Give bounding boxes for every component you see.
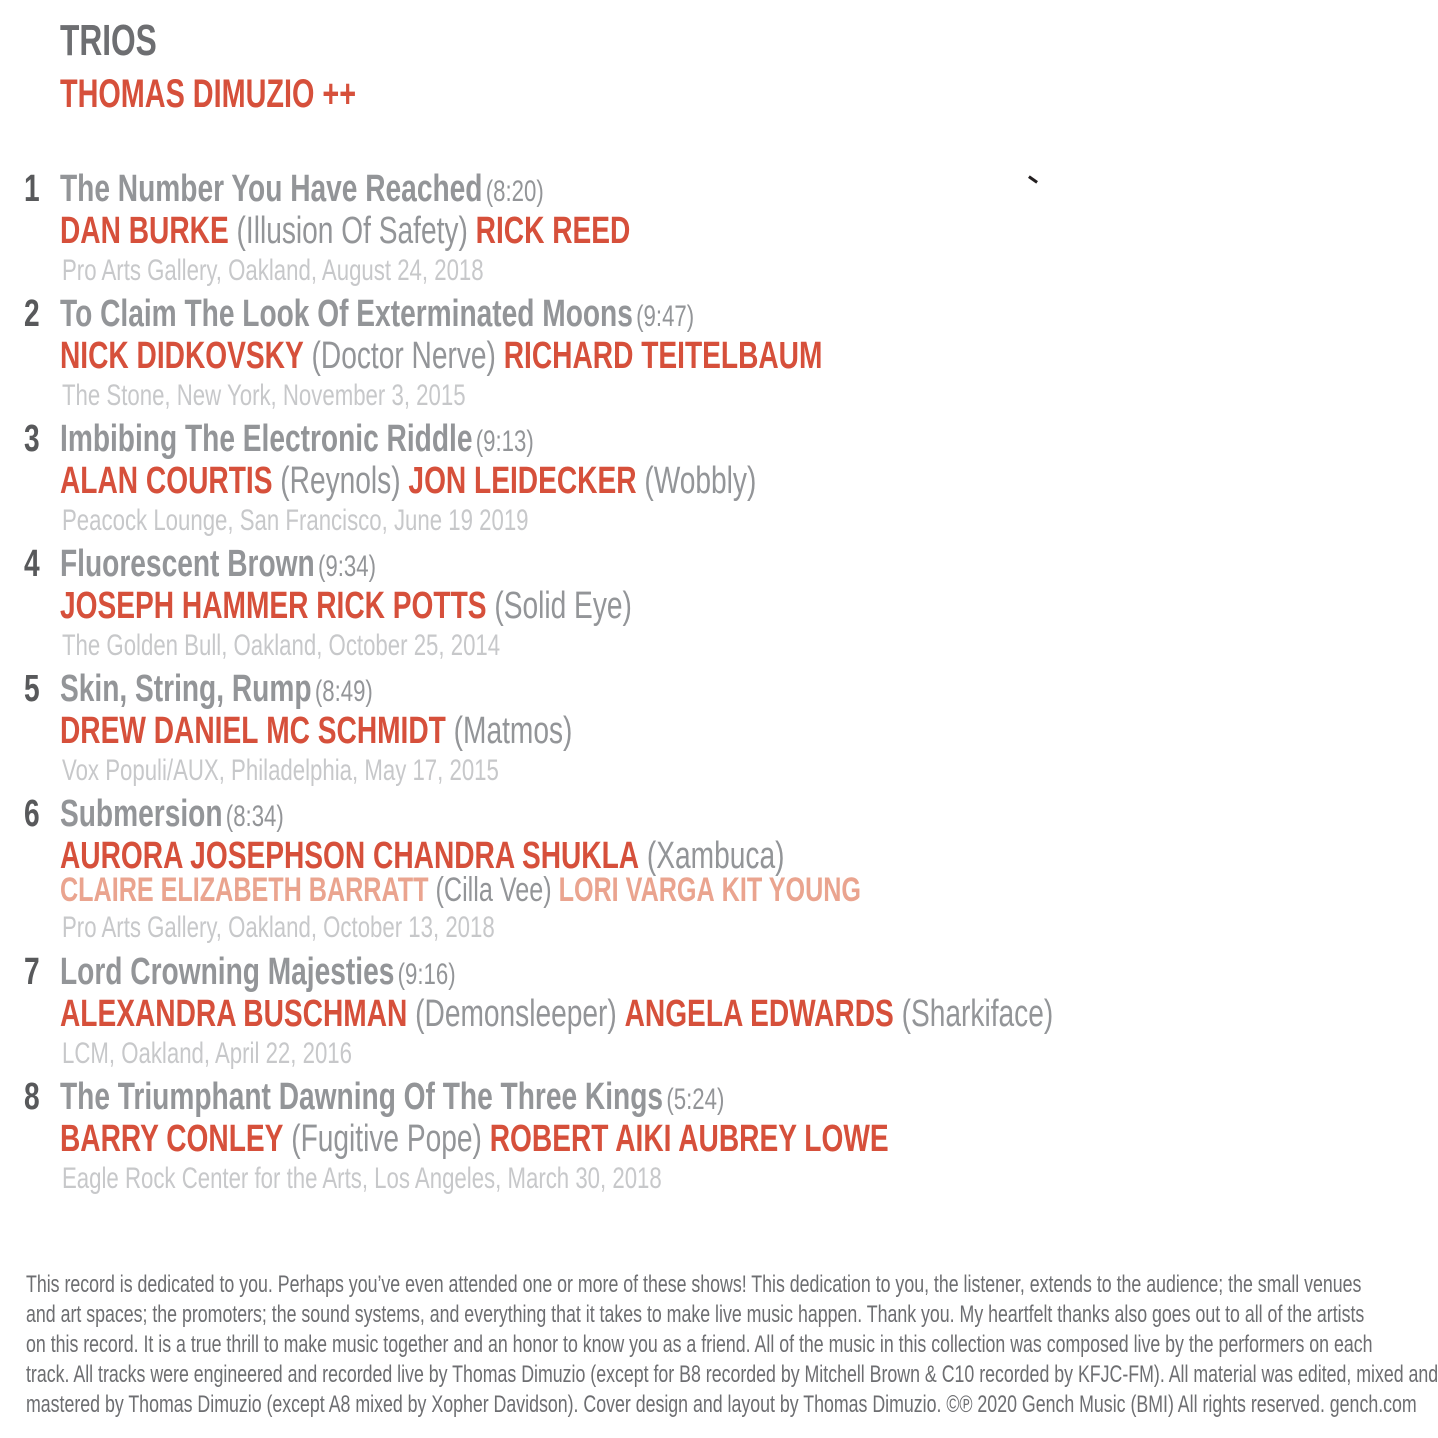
track-number: 1 bbox=[24, 168, 40, 210]
performers-line bbox=[60, 585, 632, 628]
track-duration: (9:16) bbox=[397, 958, 456, 991]
track-venue: The Stone, New York, November 3, 2015 bbox=[62, 379, 466, 412]
album-artist: THOMAS DIMUZIO ++ bbox=[60, 72, 357, 116]
track-title: The Triumphant Dawning Of The Three Kings bbox=[60, 1076, 664, 1118]
track-title-line bbox=[60, 793, 284, 836]
track-title: Imbibing The Electronic Riddle bbox=[60, 418, 473, 460]
track-title-line bbox=[60, 418, 534, 461]
track-duration: (9:13) bbox=[475, 425, 534, 458]
performer-name: LORI VARGA bbox=[558, 871, 715, 909]
performer-band: (Fugitive Pope) bbox=[291, 1118, 482, 1160]
performer-name: NICK DIDKOVSKY bbox=[60, 335, 304, 377]
performer-band: (Demonsleeper) bbox=[415, 993, 617, 1035]
track-duration: (8:20) bbox=[485, 175, 544, 208]
performers-line bbox=[60, 1118, 889, 1161]
performer-name: ALEXANDRA BUSCHMAN bbox=[60, 993, 408, 1035]
performers-line bbox=[60, 710, 572, 753]
performer-band: (Matmos) bbox=[453, 710, 573, 752]
performer-name: DAN BURKE bbox=[60, 210, 229, 252]
performer-band: (Wobbly) bbox=[644, 460, 757, 502]
track-venue: Pro Arts Gallery, Oakland, August 24, 2018 bbox=[62, 254, 484, 287]
track-title: The Number You Have Reached bbox=[60, 168, 483, 210]
extra-performers-line bbox=[60, 871, 861, 910]
album-title: TRIOS bbox=[60, 16, 157, 65]
track-title: Fluorescent Brown bbox=[60, 543, 315, 585]
performers-line bbox=[60, 335, 822, 378]
track-title-line bbox=[60, 543, 376, 586]
performer-name: MC SCHMIDT bbox=[266, 710, 446, 752]
track-title: Lord Crowning Majesties bbox=[60, 951, 395, 993]
track-venue: LCM, Oakland, April 22, 2016 bbox=[62, 1037, 352, 1070]
track-duration: (8:34) bbox=[225, 800, 284, 833]
performer-band: (Sharkiface) bbox=[901, 993, 1054, 1035]
performer-name: CHANDRA SHUKLA bbox=[373, 835, 640, 877]
track-venue: Pro Arts Gallery, Oakland, October 13, 2018 bbox=[62, 911, 495, 944]
track-title: Submersion bbox=[60, 793, 223, 835]
track-title: To Claim The Look Of Exterminated Moons bbox=[60, 293, 633, 335]
performers-line bbox=[60, 210, 630, 253]
performer-name: RICHARD TEITELBAUM bbox=[503, 335, 823, 377]
performer-name: JOSEPH HAMMER bbox=[60, 585, 309, 627]
track-venue: Peacock Lounge, San Francisco, June 19 2019 bbox=[62, 504, 529, 537]
track-number: 7 bbox=[24, 951, 40, 993]
track-duration: (9:47) bbox=[636, 300, 695, 333]
track-title-line bbox=[60, 951, 456, 994]
performer-name: DREW DANIEL bbox=[60, 710, 259, 752]
dedication-line: on this record. It is a true thrill to make music together and an honor to know you as a friend. All of the music in this collection was composed live by the performers on each bbox=[26, 1331, 1373, 1358]
performer-name: JON LEIDECKER bbox=[408, 460, 637, 502]
track-title: Skin, String, Rump bbox=[60, 668, 312, 710]
dedication-line: track. All tracks were engineered and recorded live by Thomas Dimuzio (except for B8 recorded by Mitchell Brown & C10 recorded by KFJC-FM). All material was edited, mixed and bbox=[26, 1361, 1438, 1388]
track-title-line bbox=[60, 168, 544, 211]
performer-band: (Reynols) bbox=[280, 460, 401, 502]
track-number: 3 bbox=[24, 418, 40, 460]
track-title-line bbox=[60, 1076, 724, 1119]
track-venue: Vox Populi/AUX, Philadelphia, May 17, 2015 bbox=[62, 754, 499, 787]
track-number: 8 bbox=[24, 1076, 40, 1118]
track-duration: (5:24) bbox=[666, 1083, 725, 1116]
track-number: 2 bbox=[24, 293, 40, 335]
dedication-text bbox=[26, 1270, 1438, 1420]
track-duration: (9:34) bbox=[317, 550, 376, 583]
performer-band: (Xambuca) bbox=[646, 835, 785, 877]
dedication-line: mastered by Thomas Dimuzio (except A8 mixed by Xopher Davidson). Cover design and layout by Thomas Dimuzio. ©℗ 2020 Gench Music (BMI) All rights reserved. gench.com bbox=[26, 1391, 1417, 1418]
track-number: 6 bbox=[24, 793, 40, 835]
track-title-line bbox=[60, 668, 373, 711]
track-number: 4 bbox=[24, 543, 40, 585]
performer-name: RICK POTTS bbox=[316, 585, 487, 627]
performer-name: ROBERT AIKI AUBREY LOWE bbox=[489, 1118, 889, 1160]
performers-line bbox=[60, 993, 1053, 1036]
performer-band: (Cilla Vee) bbox=[435, 871, 552, 909]
performer-name: AURORA JOSEPHSON bbox=[60, 835, 366, 877]
track-duration: (8:49) bbox=[314, 675, 373, 708]
performer-name: KIT YOUNG bbox=[721, 871, 861, 909]
performer-name: RICK REED bbox=[475, 210, 631, 252]
dedication-line: This record is dedicated to you. Perhaps you’ve even attended one or more of these shows! This dedication to you, the listener, extends to the audience; the small venues bbox=[26, 1271, 1362, 1298]
performer-band: (Doctor Nerve) bbox=[311, 335, 496, 377]
track-venue: Eagle Rock Center for the Arts, Los Angeles, March 30, 2018 bbox=[62, 1162, 662, 1195]
track-venue: The Golden Bull, Oakland, October 25, 2014 bbox=[62, 629, 501, 662]
performer-name: ALAN COURTIS bbox=[60, 460, 273, 502]
stray-mark bbox=[1028, 175, 1038, 183]
performer-name: CLAIRE ELIZABETH BARRATT bbox=[60, 871, 429, 909]
track-number: 5 bbox=[24, 668, 40, 710]
performer-name: ANGELA EDWARDS bbox=[624, 993, 894, 1035]
track-title-line bbox=[60, 293, 694, 336]
performers-line bbox=[60, 460, 756, 503]
performer-band: (Solid Eye) bbox=[494, 585, 632, 627]
dedication-line: and art spaces; the promoters; the sound systems, and everything that it takes to make live music happen. Thank you. My heartfelt thanks also goes out to all of the artists bbox=[26, 1301, 1365, 1328]
performer-name: BARRY CONLEY bbox=[60, 1118, 284, 1160]
performer-band: (Illusion Of Safety) bbox=[236, 210, 468, 252]
